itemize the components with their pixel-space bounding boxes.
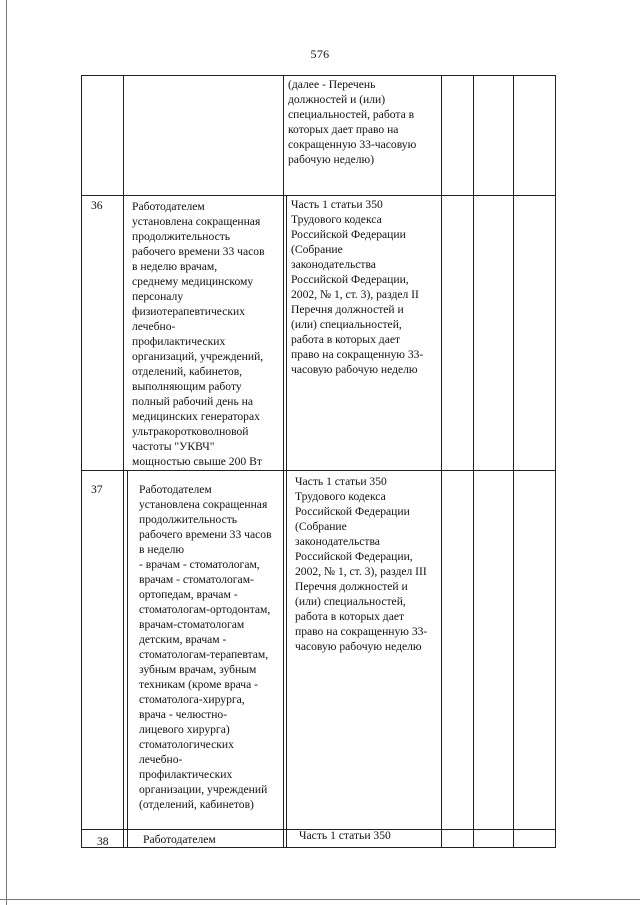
table-vline: [283, 75, 284, 847]
table-vline: [286, 195, 287, 847]
row-basis-cell: Часть 1 статьи 350 Трудового кодекса Российской Федерации (Собрание законодательства Российской Федерации, 2002, № 1, ст. 3), раздел III Перечня должностей и (или) специальностей, работа в которых дает право на сокращенную 33- часовую рабочую неделю: [295, 475, 428, 653]
row-basis-cell: Часть 1 статьи 350 Трудового кодекса Российской Федерации (Собрание законодательства Российской Федерации, 2002, № 1, ст. 3), раздел II Перечня должностей и (или) специальностей, работа в которых дает право на сокращенную 33- часовую рабочую неделю: [291, 198, 424, 376]
table-vline: [123, 75, 124, 847]
table-vline: [127, 470, 128, 847]
table-vline: [513, 75, 514, 847]
scan-edge-bottom: [0, 899, 640, 900]
table-hline: [81, 195, 556, 196]
table-hline: [81, 847, 556, 848]
row-number: 38: [97, 835, 109, 848]
table-vline: [81, 75, 82, 847]
table-hline: [81, 470, 556, 471]
row-basis-cell: Часть 1 статьи 350: [299, 829, 391, 842]
row-text-cell: Работодателем: [143, 833, 216, 846]
table-vline: [473, 75, 474, 847]
scan-edge-left: [6, 0, 7, 905]
page-number: 576: [310, 47, 330, 61]
table-hline: [81, 75, 556, 76]
row-text-cell: Работодателем установлена сокращенная продолжительность рабочего времени 33 часов в неделю - врачам - стоматологам, врачам - стоматологам- ортопедам, врачам - стоматологам-ортодонтам, врачам-стоматологам детским, врачам - стоматологам-терапевтам, зубным врачам, зубным техникам (кроме врача - стоматолога-хирурга, врача - челюстно- лицевого хирурга) стоматологических лечебно- профилактических организации, учреждений (отделений, кабинетов): [139, 483, 272, 811]
table-vline: [441, 75, 442, 847]
row-number: 37: [91, 483, 103, 496]
row-number: 36: [91, 199, 103, 212]
row-basis-cell: (далее - Перечень должностей и (или) специальностей, работа в которых дает право на сокращенную 33-часовую рабочую неделю): [288, 78, 417, 166]
row-text-cell: Работодателем установлена сокращенная продолжительность рабочего времени 33 часов в неделю врачам, среднему медицинскому персоналу физиотерапевтических лечебно- профилактических организаций, учреждений, отделений, кабинетов, выполняющим работу полный рабочий день на медицинских генераторах ультракоротковолновой частоты "УКВЧ" мощностью свыше 200 Вт: [132, 200, 265, 468]
table-vline: [555, 75, 556, 847]
